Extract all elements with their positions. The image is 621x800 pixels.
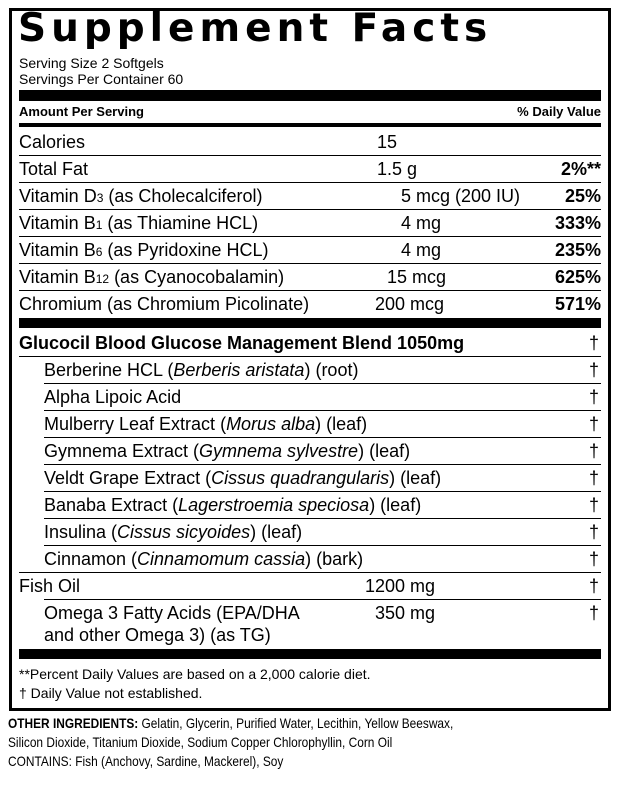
nutrient-row — [19, 210, 601, 236]
ingredient-name: Omega 3 Fatty Acids (EPA/DHA — [44, 603, 300, 623]
nutrient-name: Chromium (as Chromium Picolinate) — [19, 294, 310, 314]
dagger: † — [588, 522, 599, 542]
contains-allergens: CONTAINS: Fish (Anchovy, Sardine, Mackerel), Soy — [8, 753, 284, 769]
ingredient-amount: 1200 mg — [365, 576, 436, 596]
blend-ingredient-row — [19, 384, 601, 410]
nutrient-name: Vitamin B1 (as Thiamine HCL) — [19, 213, 259, 233]
other-ingredients-text: Gelatin, Glycerin, Purified Water, Lecithin, Yellow Beeswax, — [138, 715, 454, 731]
nutrient-row — [19, 291, 601, 317]
ingredient-name: Berberine HCL (Berberis aristata) (root) — [44, 360, 359, 380]
footnote-percent-dv: **Percent Daily Values are based on a 2,000 calorie diet. — [19, 666, 371, 682]
other-ingredients-line — [8, 714, 523, 733]
dagger: † — [588, 414, 599, 434]
ingredient-name: Alpha Lipoic Acid — [44, 387, 182, 407]
ingredient-name: Insulina (Cissus sicyoides) (leaf) — [44, 522, 303, 542]
blend-header — [19, 331, 601, 355]
ingredient-name: Fish Oil — [19, 576, 81, 596]
thick-rule — [19, 649, 601, 659]
dagger: † — [588, 387, 599, 407]
fish-oil-row — [19, 573, 601, 599]
nutrient-row — [19, 156, 601, 182]
amount-per-serving-label: Amount Per Serving — [19, 104, 144, 119]
footnote-dagger: † Daily Value not established. — [19, 685, 203, 701]
nutrient-row — [19, 264, 601, 290]
nutrient-daily-value: 2%** — [560, 159, 601, 179]
daily-value-label: % Daily Value — [517, 104, 601, 119]
omega-row-continued — [19, 622, 601, 648]
thick-rule — [19, 90, 601, 101]
nutrient-name: Vitamin B6 (as Pyridoxine HCL) — [19, 240, 269, 260]
dagger: † — [588, 495, 599, 515]
supplement-facts-panel — [9, 8, 611, 711]
nutrient-amount: 5 mcg (200 IU) — [401, 186, 521, 206]
blend-ingredient-row — [19, 465, 601, 491]
blend-ingredient-row — [19, 546, 601, 572]
ingredient-name: Cinnamon (Cinnamomum cassia) (bark) — [44, 549, 364, 569]
blend-ingredient-row — [19, 357, 601, 383]
blend-ingredient-row — [19, 411, 601, 437]
ingredient-name: Veldt Grape Extract (Cissus quadrangularis) (leaf) — [44, 468, 442, 488]
nutrient-name: Vitamin B12 (as Cyanocobalamin) — [19, 267, 285, 287]
nutrient-row — [19, 129, 601, 155]
ingredient-name: Gymnema Extract (Gymnema sylvestre) (leaf) — [44, 441, 411, 461]
nutrient-row — [19, 183, 601, 209]
dagger: † — [588, 603, 599, 623]
other-ingredients-line2: Silicon Dioxide, Titanium Dioxide, Sodium Copper Chlorophyllin, Corn Oil — [8, 734, 393, 750]
ingredient-amount: 350 mg — [375, 603, 436, 623]
panel-title: Supplement Facts — [18, 6, 493, 51]
blend-ingredient-row — [19, 492, 601, 518]
nutrient-daily-value: 571% — [554, 294, 601, 314]
nutrient-daily-value: 625% — [554, 267, 601, 287]
medium-rule — [19, 123, 601, 127]
ingredient-name: Banaba Extract (Lagerstroemia speciosa) (leaf) — [44, 495, 422, 515]
dagger: † — [588, 360, 599, 380]
serving-size: Serving Size 2 Softgels — [19, 55, 164, 71]
nutrient-amount: 200 mcg — [375, 294, 445, 314]
dagger: † — [588, 576, 599, 596]
nutrient-amount: 15 — [377, 132, 398, 152]
ingredient-name: Mulberry Leaf Extract (Morus alba) (leaf) — [44, 414, 368, 434]
nutrient-name: Vitamin D3 (as Cholecalciferol) — [19, 186, 263, 206]
blend-daily-value: † — [588, 333, 599, 353]
other-ingredients — [8, 714, 614, 771]
nutrient-row — [19, 237, 601, 263]
dagger: † — [588, 441, 599, 461]
dagger: † — [588, 468, 599, 488]
nutrient-amount: 15 mcg — [387, 267, 447, 287]
blend-name: Glucocil Blood Glucose Management Blend 1050mg — [19, 333, 465, 353]
column-header — [19, 104, 601, 120]
nutrient-amount: 4 mg — [401, 213, 442, 233]
nutrient-amount: 4 mg — [401, 240, 442, 260]
ingredient-name-continued: and other Omega 3) (as TG) — [44, 625, 271, 645]
other-ingredients-label: OTHER INGREDIENTS: — [8, 715, 139, 731]
nutrient-daily-value: 333% — [554, 213, 601, 233]
thick-rule — [19, 318, 601, 328]
blend-ingredient-row — [19, 438, 601, 464]
nutrient-name: Calories — [19, 132, 86, 152]
nutrient-daily-value: 235% — [554, 240, 601, 260]
nutrient-name: Total Fat — [19, 159, 89, 179]
nutrient-amount: 1.5 g — [377, 159, 418, 179]
dagger: † — [588, 549, 599, 569]
blend-ingredient-row — [19, 519, 601, 545]
nutrient-daily-value: 25% — [564, 186, 601, 206]
servings-per-container: Servings Per Container 60 — [19, 71, 184, 87]
